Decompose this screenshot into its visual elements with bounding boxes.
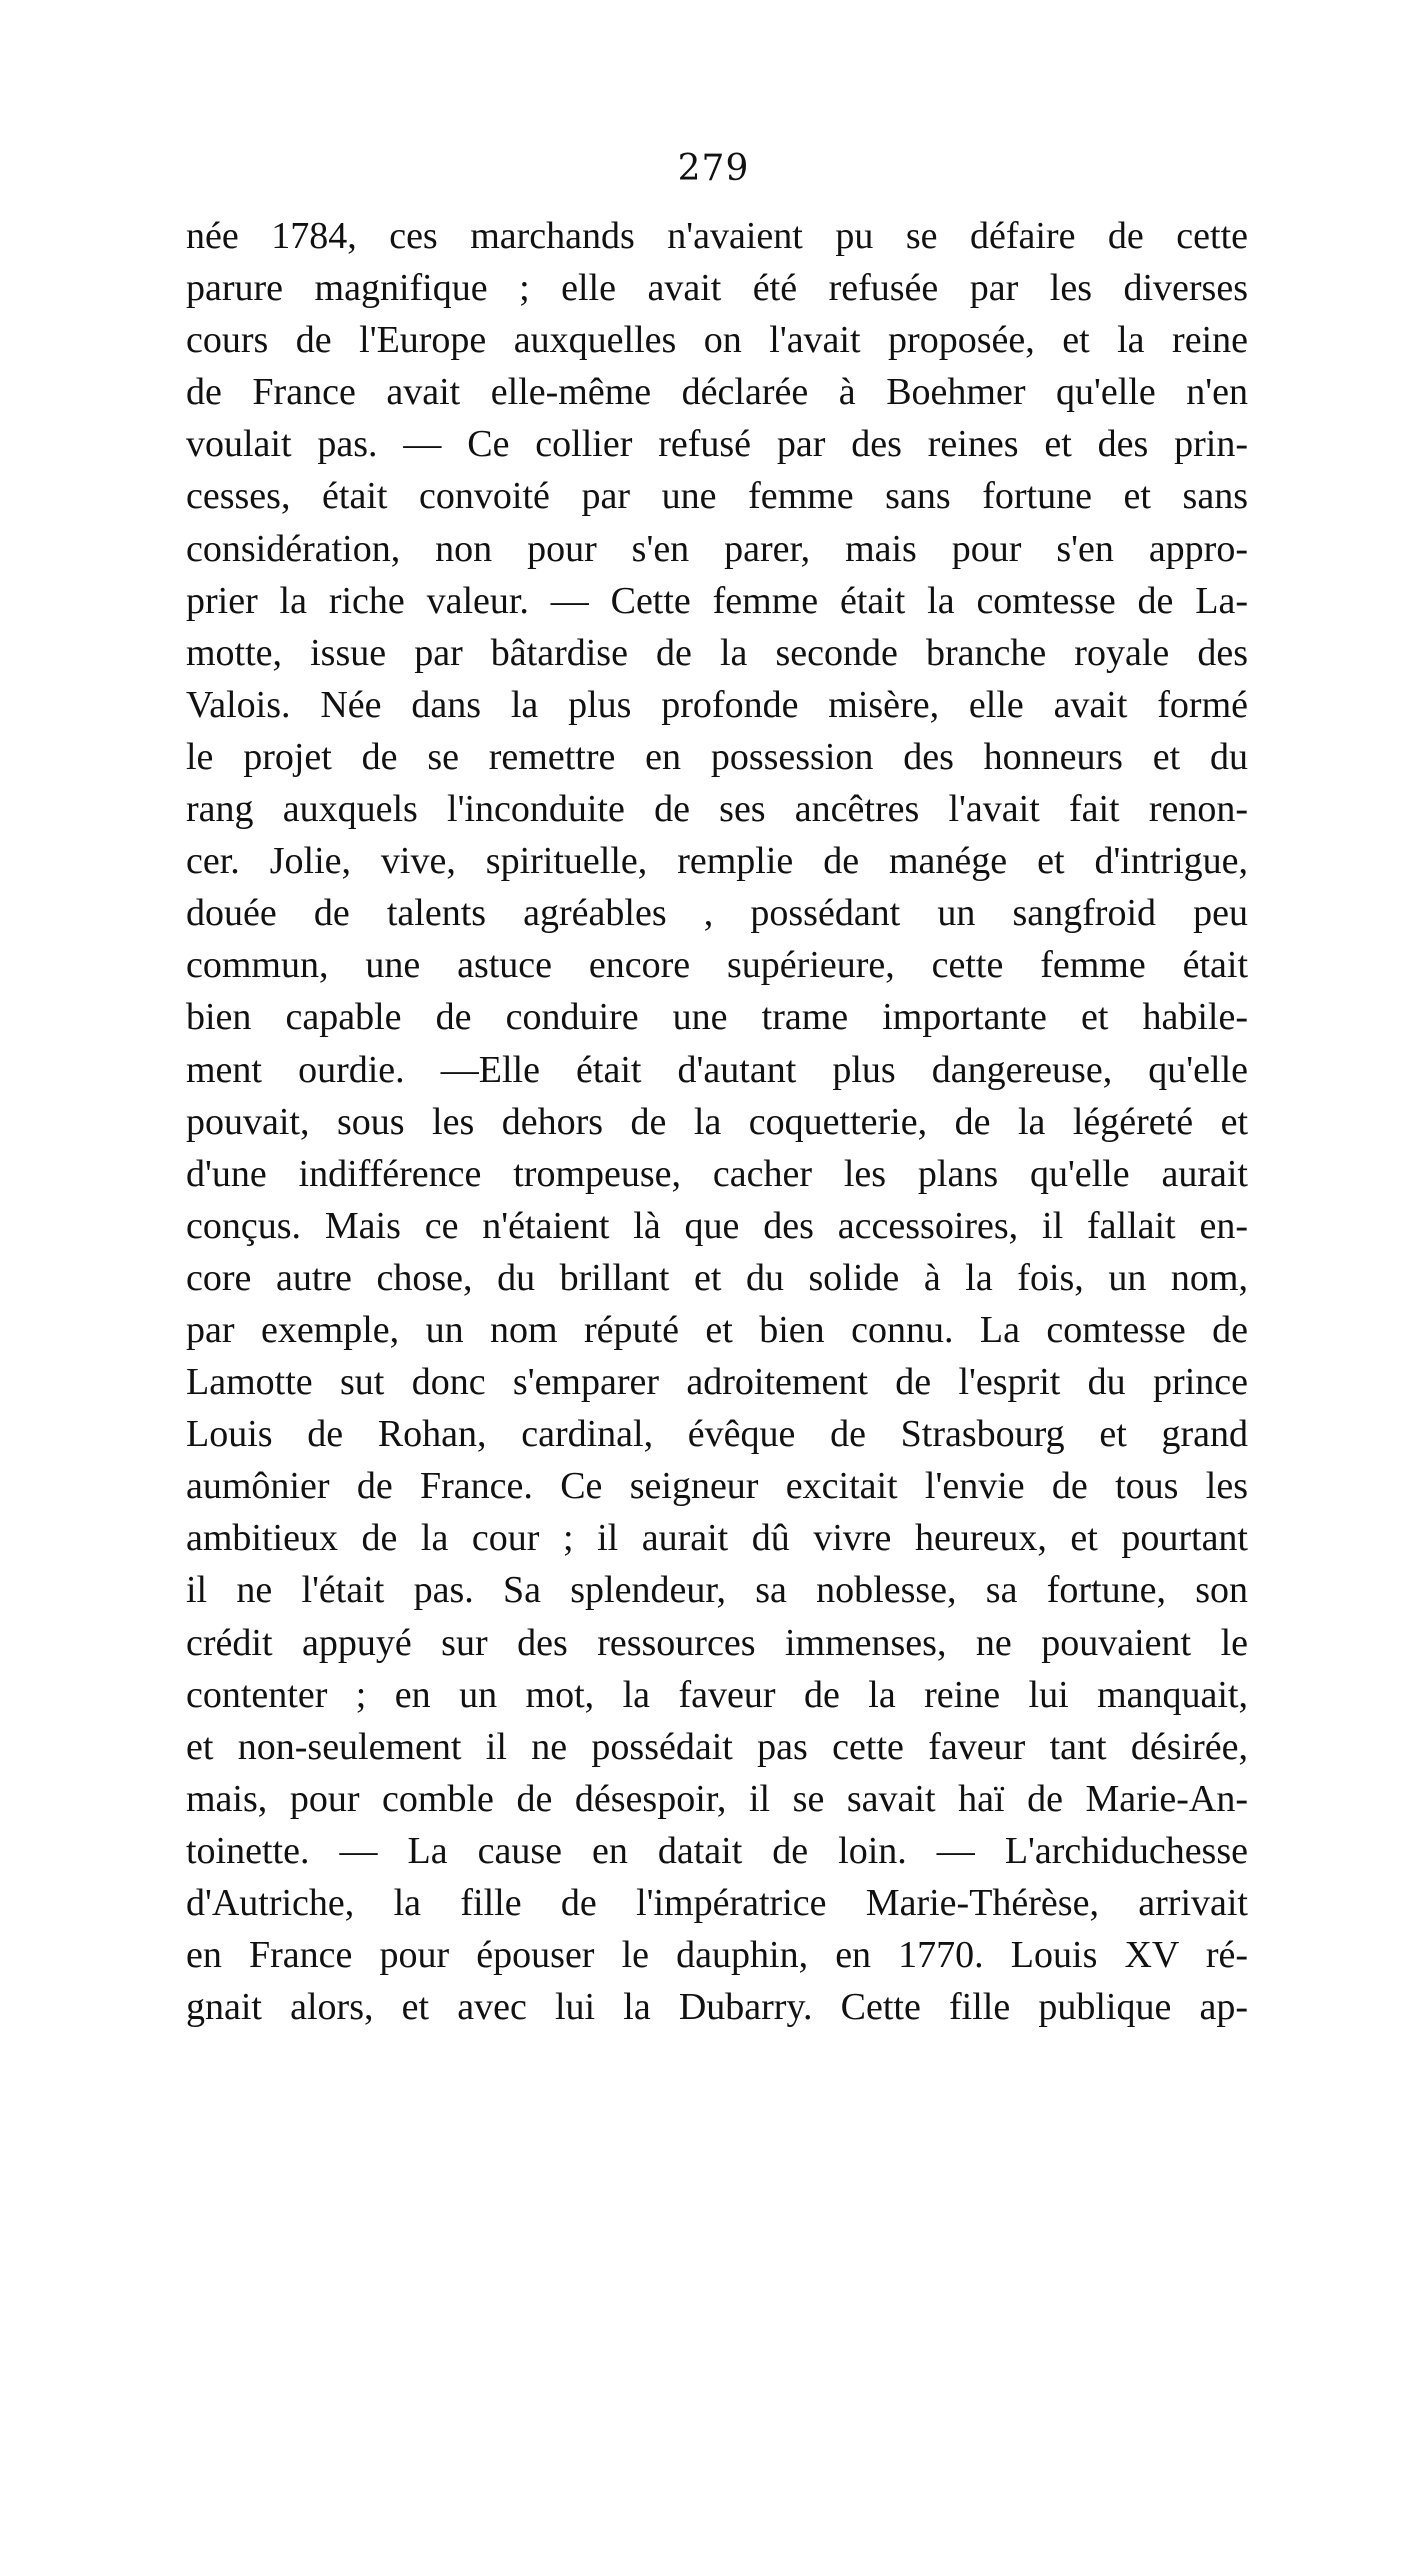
text-line: toinette. — La cause en datait de loin. — L'archiduchesse: [186, 1829, 1248, 1872]
text-line: il ne l'était pas. Sa splendeur, sa noblesse, sa fortune, son: [186, 1569, 1248, 1612]
text-line: Lamotte sut donc s'emparer adroitement de l'esprit du prince: [186, 1361, 1248, 1404]
text-line: crédit appuyé sur des ressources immenses, ne pouvaient le: [186, 1621, 1248, 1664]
text-line: née 1784, ces marchands n'avaient pu se défaire de cette: [186, 215, 1248, 257]
text-line: contenter ; en un mot, la faveur de la reine lui manquait,: [186, 1673, 1248, 1716]
text-line: douée de talents agréables , possédant un sangfroid peu: [186, 892, 1248, 935]
text-line: ment ourdie. —Elle était d'autant plus dangereuse, qu'elle: [186, 1048, 1248, 1091]
text-line: d'Autriche, la fille de l'impératrice Marie-Thérèse, arrivait: [186, 1882, 1248, 1924]
text-line: de France avait elle-même déclarée à Boehmer qu'elle n'en: [186, 371, 1248, 414]
text-line: et non-seulement il ne possédait pas cette faveur tant désirée,: [186, 1725, 1248, 1768]
text-line: core autre chose, du brillant et du solide à la fois, un nom,: [186, 1256, 1248, 1299]
text-line: gnait alors, et avec lui la Dubarry. Cette fille publique ap-: [186, 1986, 1248, 2029]
text-line: d'une indifférence trompeuse, cacher les plans qu'elle aurait: [186, 1152, 1248, 1195]
text-line: voulait pas. — Ce collier refusé par des reines et des prin-: [186, 423, 1248, 466]
text-line: ambitieux de la cour ; il aurait dû vivre heureux, et pourtant: [186, 1517, 1248, 1560]
text-line: cours de l'Europe auxquelles on l'avait proposée, et la reine: [186, 319, 1248, 362]
text-line: aumônier de France. Ce seigneur excitait l'envie de tous les: [186, 1465, 1248, 1508]
text-line: le projet de se remettre en possession des honneurs et du: [186, 735, 1248, 778]
text-line: bien capable de conduire une trame importante et habile-: [186, 996, 1248, 1039]
text-line: conçus. Mais ce n'étaient là que des accessoires, il fallait en-: [186, 1204, 1248, 1247]
text-line: considération, non pour s'en parer, mais pour s'en appro-: [186, 527, 1248, 570]
page-number: 279: [677, 148, 750, 189]
text-line: cesses, était convoité par une femme sans fortune et sans: [186, 475, 1248, 518]
text-line: mais, pour comble de désespoir, il se savait haï de Marie-An-: [186, 1777, 1248, 1820]
text-line: parure magnifique ; elle avait été refusée par les diverses: [186, 267, 1248, 310]
text-line: commun, une astuce encore supérieure, cette femme était: [186, 944, 1248, 987]
text-line: Valois. Née dans la plus profonde misère, elle avait formé: [186, 683, 1248, 726]
text-line: par exemple, un nom réputé et bien connu. La comtesse de: [186, 1308, 1248, 1351]
text-line: prier la riche valeur. — Cette femme était la comtesse de La-: [186, 579, 1248, 622]
text-line: Louis de Rohan, cardinal, évêque de Strasbourg et grand: [186, 1413, 1248, 1456]
text-line: en France pour épouser le dauphin, en 1770. Louis XV ré-: [186, 1934, 1248, 1977]
text-line: rang auxquels l'inconduite de ses ancêtres l'avait fait renon-: [186, 788, 1248, 831]
text-line: pouvait, sous les dehors de la coquetterie, de la légéreté et: [186, 1100, 1248, 1143]
body-text: [186, 210, 1248, 2033]
text-line: cer. Jolie, vive, spirituelle, remplie de manége et d'intrigue,: [186, 840, 1248, 883]
text-line: motte, issue par bâtardise de la seconde branche royale des: [186, 631, 1248, 674]
